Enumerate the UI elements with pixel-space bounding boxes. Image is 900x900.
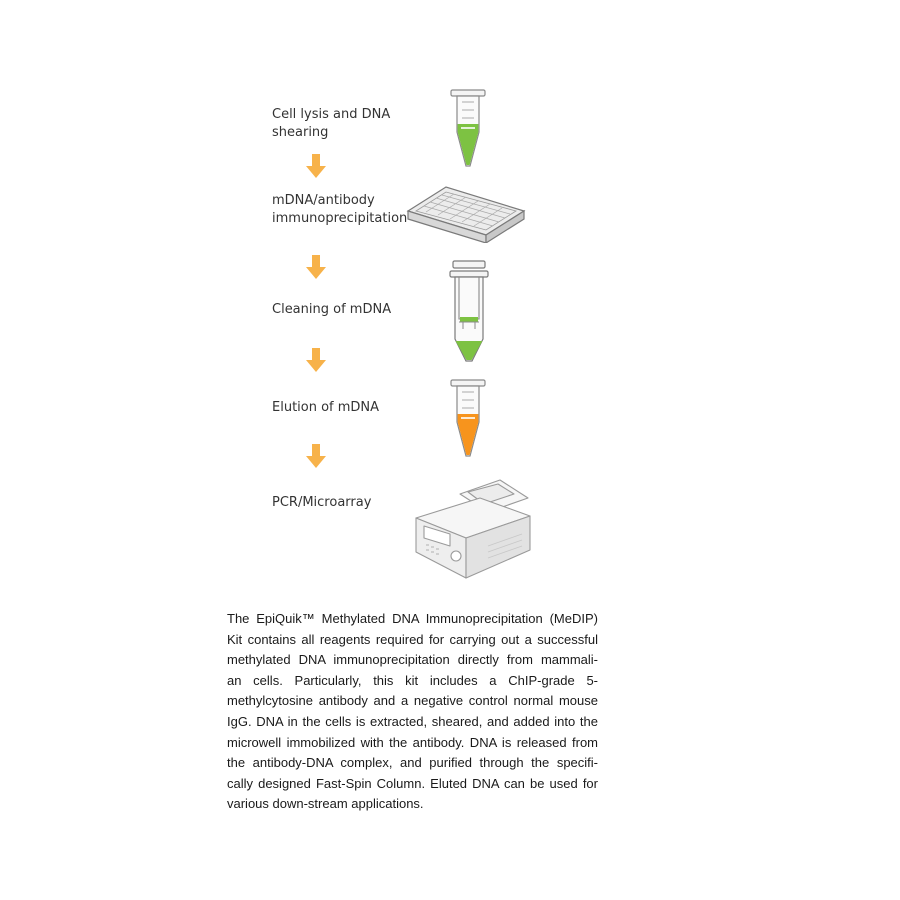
- spin-column-icon: [446, 259, 492, 365]
- microtube-orange-icon: [448, 378, 488, 460]
- description-line: IgG. DNA in the cells is extracted, sheared, and added into the: [227, 713, 598, 729]
- description-line: methylated DNA immunoprecipitation directly from mammali-: [227, 652, 598, 668]
- description-line: methylcytosine antibody and a negative control normal mouse: [227, 693, 598, 709]
- down-arrow-icon: [306, 255, 326, 279]
- description-line: microwell immobilized with the antibody. DNA is released from: [227, 734, 598, 750]
- step-label-cell-lysis: Cell lysis and DNA shearing: [272, 107, 391, 140]
- description-line: The EpiQuik™ Methylated DNA Immunoprecipitation (MeDIP): [227, 611, 598, 626]
- down-arrow-icon: [306, 444, 326, 468]
- microplate-icon: [404, 183, 528, 243]
- microtube-green-icon: [448, 88, 488, 170]
- description-line: an cells. Particularly, this kit includes a ChIP-grade 5-: [227, 672, 598, 688]
- step-label-pcr: PCR/Microarray: [272, 495, 372, 510]
- step-label-cleaning: Cleaning of mDNA: [272, 302, 392, 317]
- step-label-elution: Elution of mDNA: [272, 400, 380, 415]
- description-paragraph: [227, 609, 598, 815]
- thermocycler-icon: [410, 476, 536, 580]
- description-line: Kit contains all reagents required for carrying out a successful: [227, 631, 598, 647]
- description-line: cally designed Fast-Spin Column. Eluted DNA can be used for: [227, 775, 598, 791]
- step-label-immunoprecipitation: mDNA/antibody immunoprecipitation: [272, 193, 408, 226]
- down-arrow-icon: [306, 348, 326, 372]
- description-line: various down-stream applications.: [227, 796, 424, 812]
- down-arrow-icon: [306, 154, 326, 178]
- description-line: the antibody-DNA complex, and purified through the specifi-: [227, 755, 598, 771]
